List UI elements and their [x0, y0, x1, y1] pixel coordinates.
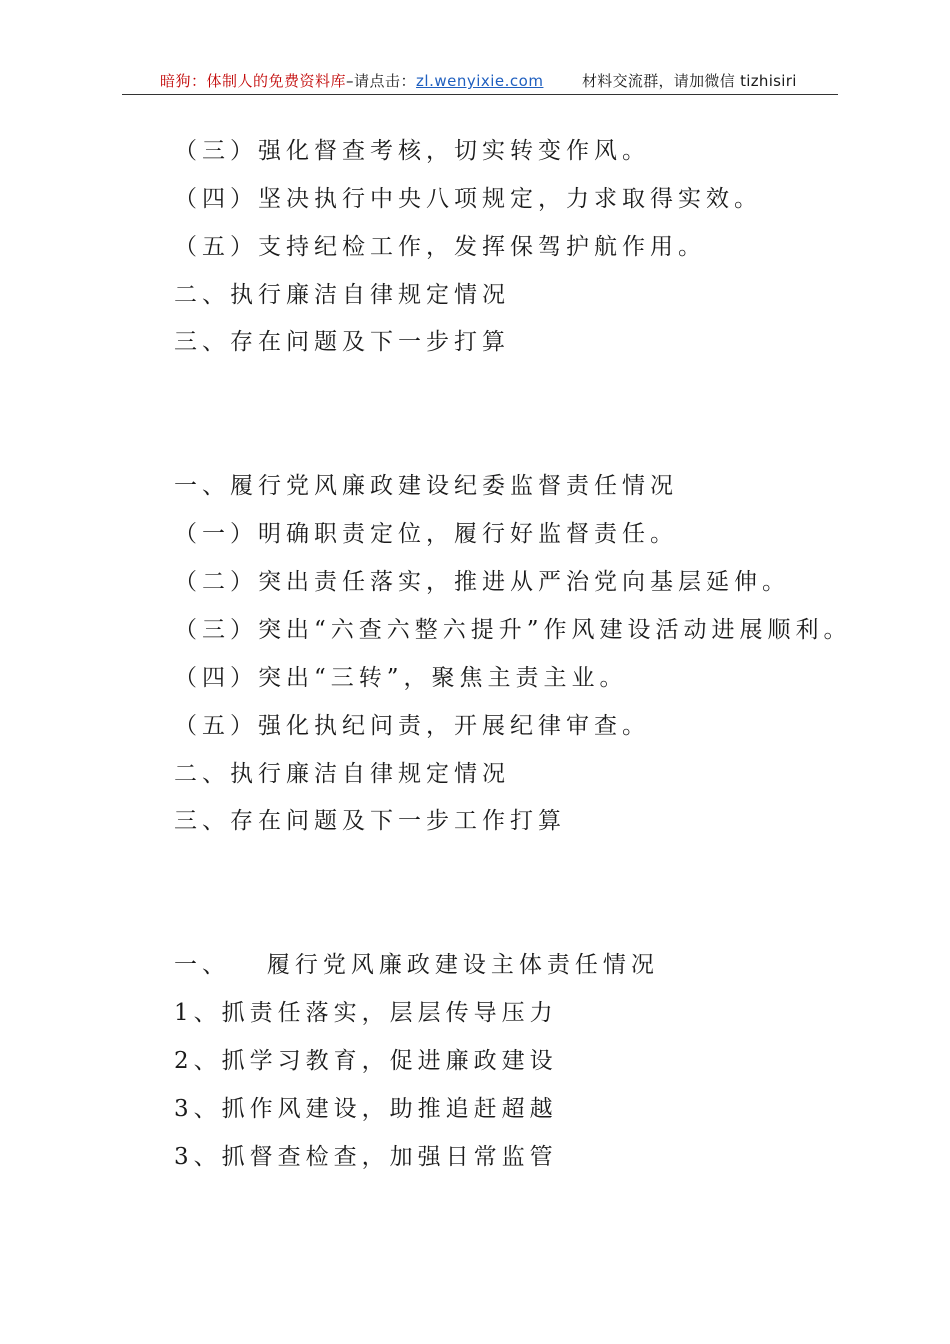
section3-heading-1: 一、 履行党风廉政建设主体责任情况 — [174, 952, 659, 978]
section1-line-3: （五）支持纪检工作，发挥保驾护航作用。 — [174, 234, 706, 260]
section3-item-1: 1、抓责任落实，层层传导压力 — [174, 1000, 558, 1026]
section3-item-2: 2、抓学习教育，促进廉政建设 — [174, 1048, 558, 1074]
section1-heading-3: 三、存在问题及下一步打算 — [174, 329, 510, 355]
header-url-link[interactable]: zl.wenyixie.com — [416, 72, 544, 90]
section1-line-1: （三）强化督查考核，切实转变作风。 — [174, 138, 650, 164]
section1-line-2: （四）坚决执行中央八项规定，力求取得实效。 — [174, 186, 762, 212]
header-separator: –请点击： — [346, 72, 417, 90]
section3-item-3: 3、抓作风建设，助推追赶超越 — [174, 1096, 558, 1122]
section2-line-5: （五）强化执纪问责，开展纪律审查。 — [174, 713, 650, 739]
section2-line-4: （四）突出“三转”，聚焦主责主业。 — [174, 665, 628, 691]
section2-heading-1: 一、履行党风廉政建设纪委监督责任情况 — [174, 473, 678, 499]
page-header — [122, 66, 838, 95]
section2-line-2: （二）突出责任落实，推进从严治党向基层延伸。 — [174, 569, 790, 595]
header-right-text: 材料交流群，请加微信 tizhisiri — [582, 72, 797, 90]
section2-heading-2: 二、执行廉洁自律规定情况 — [174, 761, 510, 787]
section2-heading-3: 三、存在问题及下一步工作打算 — [174, 808, 566, 834]
section3-item-4: 3、抓督查检查，加强日常监管 — [174, 1144, 558, 1170]
section2-line-3: （三）突出“六查六整六提升”作风建设活动进展顺利。 — [174, 617, 852, 643]
header-left — [160, 70, 543, 91]
section1-heading-2: 二、执行廉洁自律规定情况 — [174, 282, 510, 308]
header-site-name: 暗狗：体制人的免费资料库 — [160, 72, 347, 90]
section2-line-1: （一）明确职责定位，履行好监督责任。 — [174, 521, 678, 547]
